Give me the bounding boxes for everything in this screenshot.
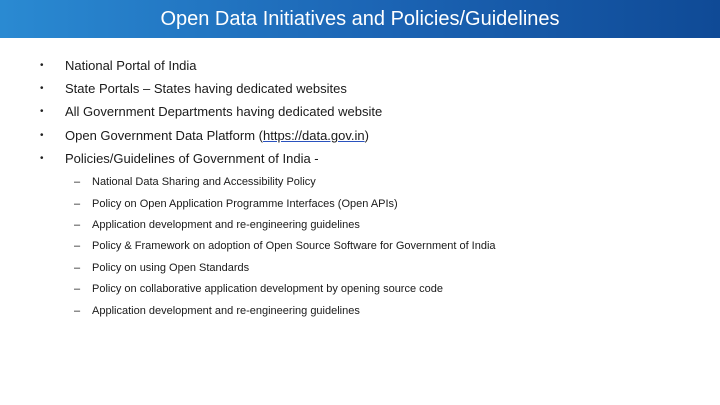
bullet-text xyxy=(65,126,369,146)
sub-item-text: Policy on Open Application Programme Interfaces (Open APIs) xyxy=(92,198,398,210)
sub-item-text: Application development and re-engineering guidelines xyxy=(92,219,360,231)
bullet-icon: • xyxy=(40,153,44,164)
dash-icon: – xyxy=(74,262,81,274)
dash-icon: – xyxy=(74,283,81,295)
bullet-icon: • xyxy=(40,130,44,141)
bullet-text-after: ) xyxy=(364,128,369,143)
bullet-text: All Government Departments having dedicated website xyxy=(65,104,383,119)
sub-item-text: Policy & Framework on adoption of Open Source Software for Government of India xyxy=(92,240,496,252)
dash-icon: – xyxy=(74,198,81,210)
dash-icon: – xyxy=(74,176,81,188)
dash-icon: – xyxy=(74,219,81,231)
sub-item-text: National Data Sharing and Accessibility Policy xyxy=(92,176,316,188)
bullet-icon: • xyxy=(40,83,44,94)
bullet-text: National Portal of India xyxy=(65,58,197,73)
dash-icon: – xyxy=(74,305,81,317)
bullet-text-before: Open Government Data Platform ( xyxy=(65,128,263,143)
dash-icon: – xyxy=(74,240,81,252)
bullet-icon: • xyxy=(40,106,44,117)
bullet-icon: • xyxy=(40,60,44,71)
bullet-text: State Portals – States having dedicated websites xyxy=(65,81,347,96)
data-gov-link[interactable]: https://data.gov.in xyxy=(262,128,365,143)
slide-title: Open Data Initiatives and Policies/Guidelines xyxy=(160,8,560,30)
bullet-text: Policies/Guidelines of Government of India - xyxy=(65,151,319,166)
sub-item-text: Policy on using Open Standards xyxy=(92,262,250,274)
sub-item-text: Policy on collaborative application development by opening source code xyxy=(92,283,444,295)
sub-item-text: Application development and re-engineering guidelines xyxy=(92,305,360,317)
